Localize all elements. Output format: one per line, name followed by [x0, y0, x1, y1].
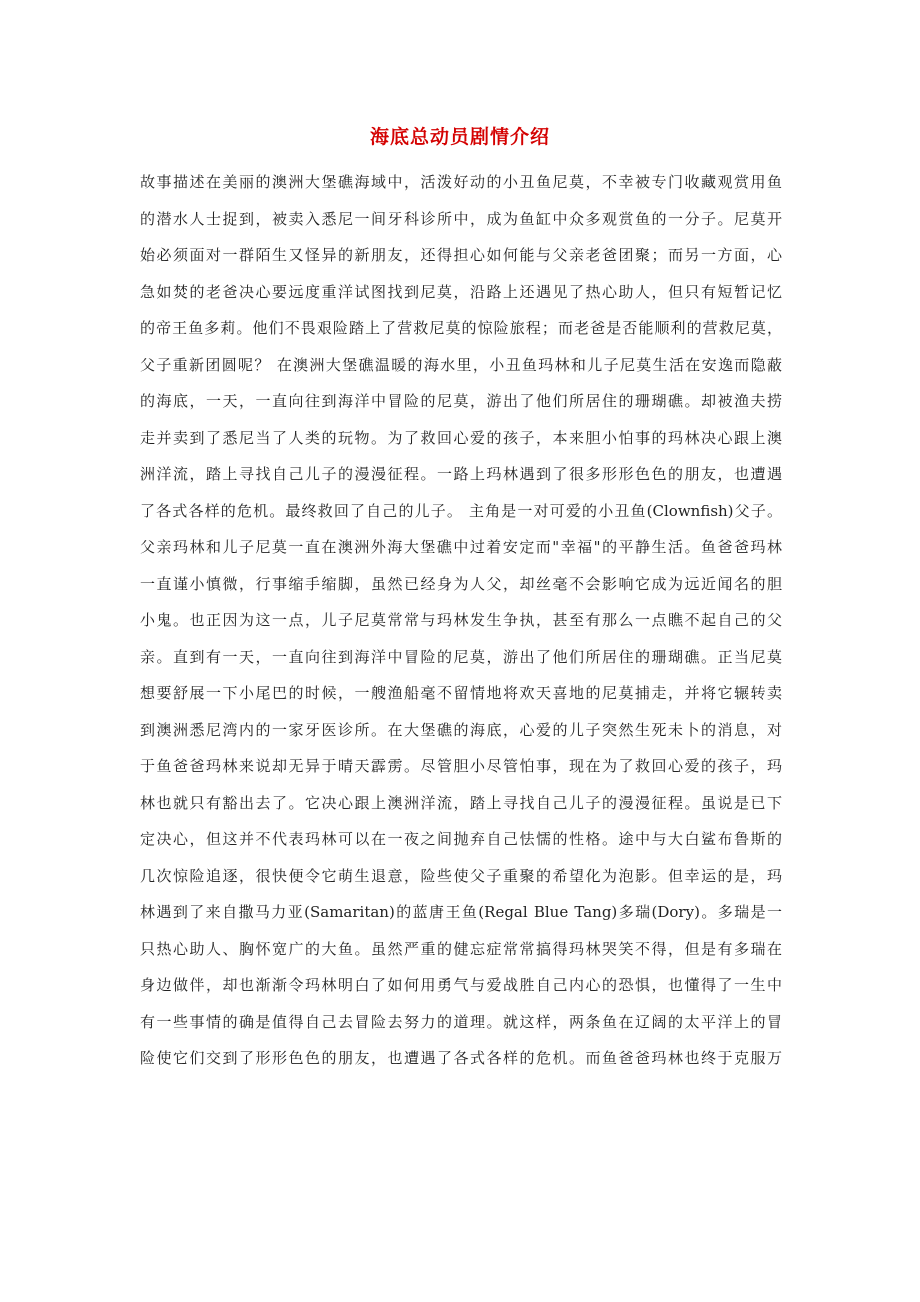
body-line: 只热心助人、胸怀宽广的大鱼。虽然严重的健忘症常常搞得玛林哭笑不得，但是有多瑞在 [140, 939, 782, 958]
body-line: 险使它们交到了形形色色的朋友，也遭遇了各式各样的危机。而鱼爸爸玛林也终于克服万 [140, 1049, 782, 1067]
body-line: 洲洋流，踏上寻找自己儿子的漫漫征程。一路上玛林遇到了很多形形色色的朋友，也遭遇 [140, 465, 782, 483]
body-line: 父子重新团圆呢？ 在澳洲大堡礁温暖的海水里，小丑鱼玛林和儿子尼莫生活在安逸而隐蔽 [140, 355, 782, 374]
body-line: 始必须面对一群陌生又怪异的新朋友，还得担心如何能与父亲老爸团聚；而另一方面，心 [140, 246, 782, 264]
body-line: 几次惊险追逐，很快便令它萌生退意，险些使父子重聚的希望化为泡影。但幸运的是，玛 [140, 866, 782, 885]
body-line: 一直谨小慎微，行事缩手缩脚，虽然已经身为人父，却丝毫不会影响它成为远近闻名的胆 [140, 574, 782, 593]
body-line: 小鬼。也正因为这一点，儿子尼莫常常与玛林发生争执，甚至有那么一点瞧不起自己的父 [140, 611, 782, 629]
body-line: 走并卖到了悉尼当了人类的玩物。为了救回心爱的孩子，本来胆小怕事的玛林决心跟上澳 [140, 428, 782, 447]
body-line: 的海底，一天，一直向往到海洋中冒险的尼莫，游出了他们所居住的珊瑚礁。却被渔夫捞 [140, 392, 782, 410]
body-line: 父亲玛林和儿子尼莫一直在澳洲外海大堡礁中过着安定而"幸福"的平静生活。鱼爸爸玛林 [140, 538, 782, 556]
document-body [140, 164, 782, 1077]
body-line: 亲。直到有一天，一直向往到海洋中冒险的尼莫，游出了他们所居住的珊瑚礁。正当尼莫 [140, 647, 782, 666]
body-line: 故事描述在美丽的澳洲大堡礁海域中，活泼好动的小丑鱼尼莫，不幸被专门收藏观赏用鱼 [140, 173, 782, 191]
body-line: 有一些事情的确是值得自己去冒险去努力的道理。就这样，两条鱼在辽阔的太平洋上的冒 [140, 1012, 782, 1031]
body-line: 定决心，但这并不代表玛林可以在一夜之间抛弃自己怯懦的性格。途中与大白鲨布鲁斯的 [140, 830, 782, 848]
body-line: 急如焚的老爸决心要远度重洋试图找到尼莫，沿路上还遇见了热心助人，但只有短暂记忆 [140, 282, 782, 301]
body-line: 想要舒展一下小尾巴的时候，一艘渔船毫不留情地将欢天喜地的尼莫捕走，并将它辗转卖 [140, 684, 782, 702]
body-line: 的帝王鱼多莉。他们不畏艰险踏上了营救尼莫的惊险旅程；而老爸是否能顺利的营救尼莫， [140, 319, 782, 337]
body-line: 于鱼爸爸玛林来说却无异于晴天霹雳。尽管胆小尽管怕事，现在为了救回心爱的孩子，玛 [140, 757, 782, 775]
body-line: 身边做伴，却也渐渐令玛林明白了如何用勇气与爱战胜自己内心的恐惧，也懂得了一生中 [140, 976, 782, 994]
document-title: 海底总动员剧情介绍 [369, 126, 550, 148]
body-line: 林也就只有豁出去了。它决心跟上澳洲洋流，踏上寻找自己儿子的漫漫征程。虽说是已下 [140, 793, 782, 812]
body-line: 到澳洲悉尼湾内的一家牙医诊所。在大堡礁的海底，心爱的儿子突然生死未卜的消息，对 [140, 720, 782, 739]
body-line: 的潜水人士捉到，被卖入悉尼一间牙科诊所中，成为鱼缸中众多观赏鱼的一分子。尼莫开 [140, 209, 782, 228]
body-line: 了各式各样的危机。最终救回了自己的儿子。 主角是一对可爱的小丑鱼(Clownfish)父子。 [140, 501, 782, 520]
body-line: 林遇到了来自撒马力亚(Samaritan)的蓝唐王鱼(Regal Blue Tang)多瑞(Dory)。多瑞是一 [140, 903, 782, 921]
